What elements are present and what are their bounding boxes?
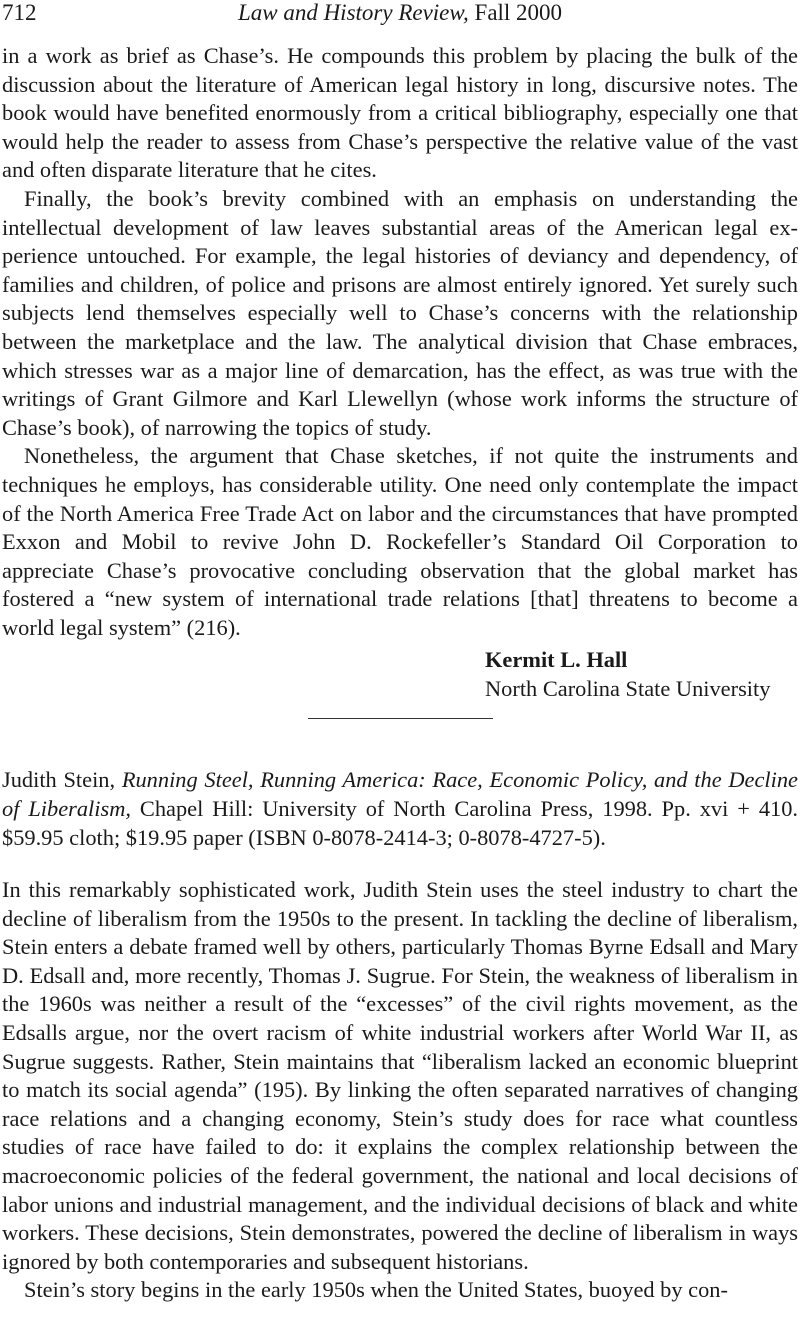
book-author: Judith Stein, <box>2 767 116 792</box>
review-2-body <box>2 876 798 1305</box>
review-2-paragraph-1: In this remarkably sophisticated work, Judith Stein uses the steel industry to chart the decline of liberalism from the 1950s to the present. In tackling the decline of liberalism, Stein enters a debate framed well by others, particularly Thomas Byrne Edsall and Mary D. Edsall and, more recently, Thomas J. Sugrue. For Stein, the weakness of liberalism in the 1960s was neither a result of the “excesses” of the civil rights movement, as the Edsalls argue, nor the overt racism of white industrial workers after World War II, as Sugrue suggests. Rather, Stein maintains that “liberalism lacked an economic blueprint to match its social agenda” (195). By linking the often separated narratives of changing race relations and a changing economy, Stein’s study does for race what countless studies of race have failed to do: it explains the complex relationship between the macroeconomic policies of the federal government, the national and local decisions of labor unions and industrial management, and the individual decisions of black and white workers. These decisions, Stein demonstrates, powered the decline of liberalism in ways ignored by both contemporaries and subsequent historians. <box>2 877 798 1274</box>
book-title: Running Steel, Running America: Race, Economic Policy, and the Decline of Liberalism, <box>2 767 798 821</box>
journal-issue: Fall 2000 <box>468 0 563 25</box>
running-header <box>0 0 800 34</box>
review-1-paragraph-3: Nonetheless, the argument that Chase sketches, if not quite the instruments and techniques he employs, has considerable utility. One need only contemplate the impact of the North America Free Trade Act on labor and the circumstances that have prompted Exxon and Mobil to revive John D. Rockefeller’s Standard Oil Corporation to appreciate Chase’s provocative concluding observation that the global market has fostered a “new system of international trade relations [that] threatens to become a world legal system” (216). <box>2 443 798 640</box>
journal-name: Law and History Review, <box>237 0 469 25</box>
journal-title <box>0 0 800 26</box>
book-citation <box>2 765 798 852</box>
page-number: 712 <box>2 0 37 25</box>
reviewer-name: Kermit L. Hall <box>485 647 628 672</box>
book-publication: Chapel Hill: University of North Carolina Press, 1998. Pp. xvi + 410. $59.95 cloth; $19.95 paper (ISBN 0-8078-2414-3; 0-8078-4727-5). <box>2 796 799 850</box>
review-2-paragraph-2: Stein’s story begins in the early 1950s when the United States, buoyed by con- <box>24 1277 728 1303</box>
review-1-body <box>2 42 798 642</box>
review-1-paragraph-2: Finally, the book’s brevity combined with an emphasis on understanding the intellectual development of law leaves substantial areas of the American legal experience untouched. For example, the legal histories of deviancy and dependency, of families and children, of police and prisons are almost entirely ignored. Yet surely such subjects lend themselves especially well to Chase’s concerns with the relationship between the marketplace and the law. The analytical division that Chase embraces, which stresses war as a major line of demarcation, has the effect, as was true with the writings of Grant Gilmore and Karl Llewellyn (whose work informs the structure of Chase’s book), of narrowing the topics of study. <box>2 185 798 440</box>
section-divider <box>308 718 493 719</box>
review-1-paragraph-1: in a work as brief as Chase’s. He compounds this problem by placing the bulk of the discussion about the literature of American legal history in long, discursive notes. The book would have benefited enormously from a critical bibliography, especially one that would help the reader to assess from Chase’s perspective the relative value of the vast and often disparate literature that he cites. <box>2 43 798 183</box>
reviewer-affiliation: North Carolina State University <box>485 676 771 701</box>
reviewer-signature <box>485 645 800 703</box>
